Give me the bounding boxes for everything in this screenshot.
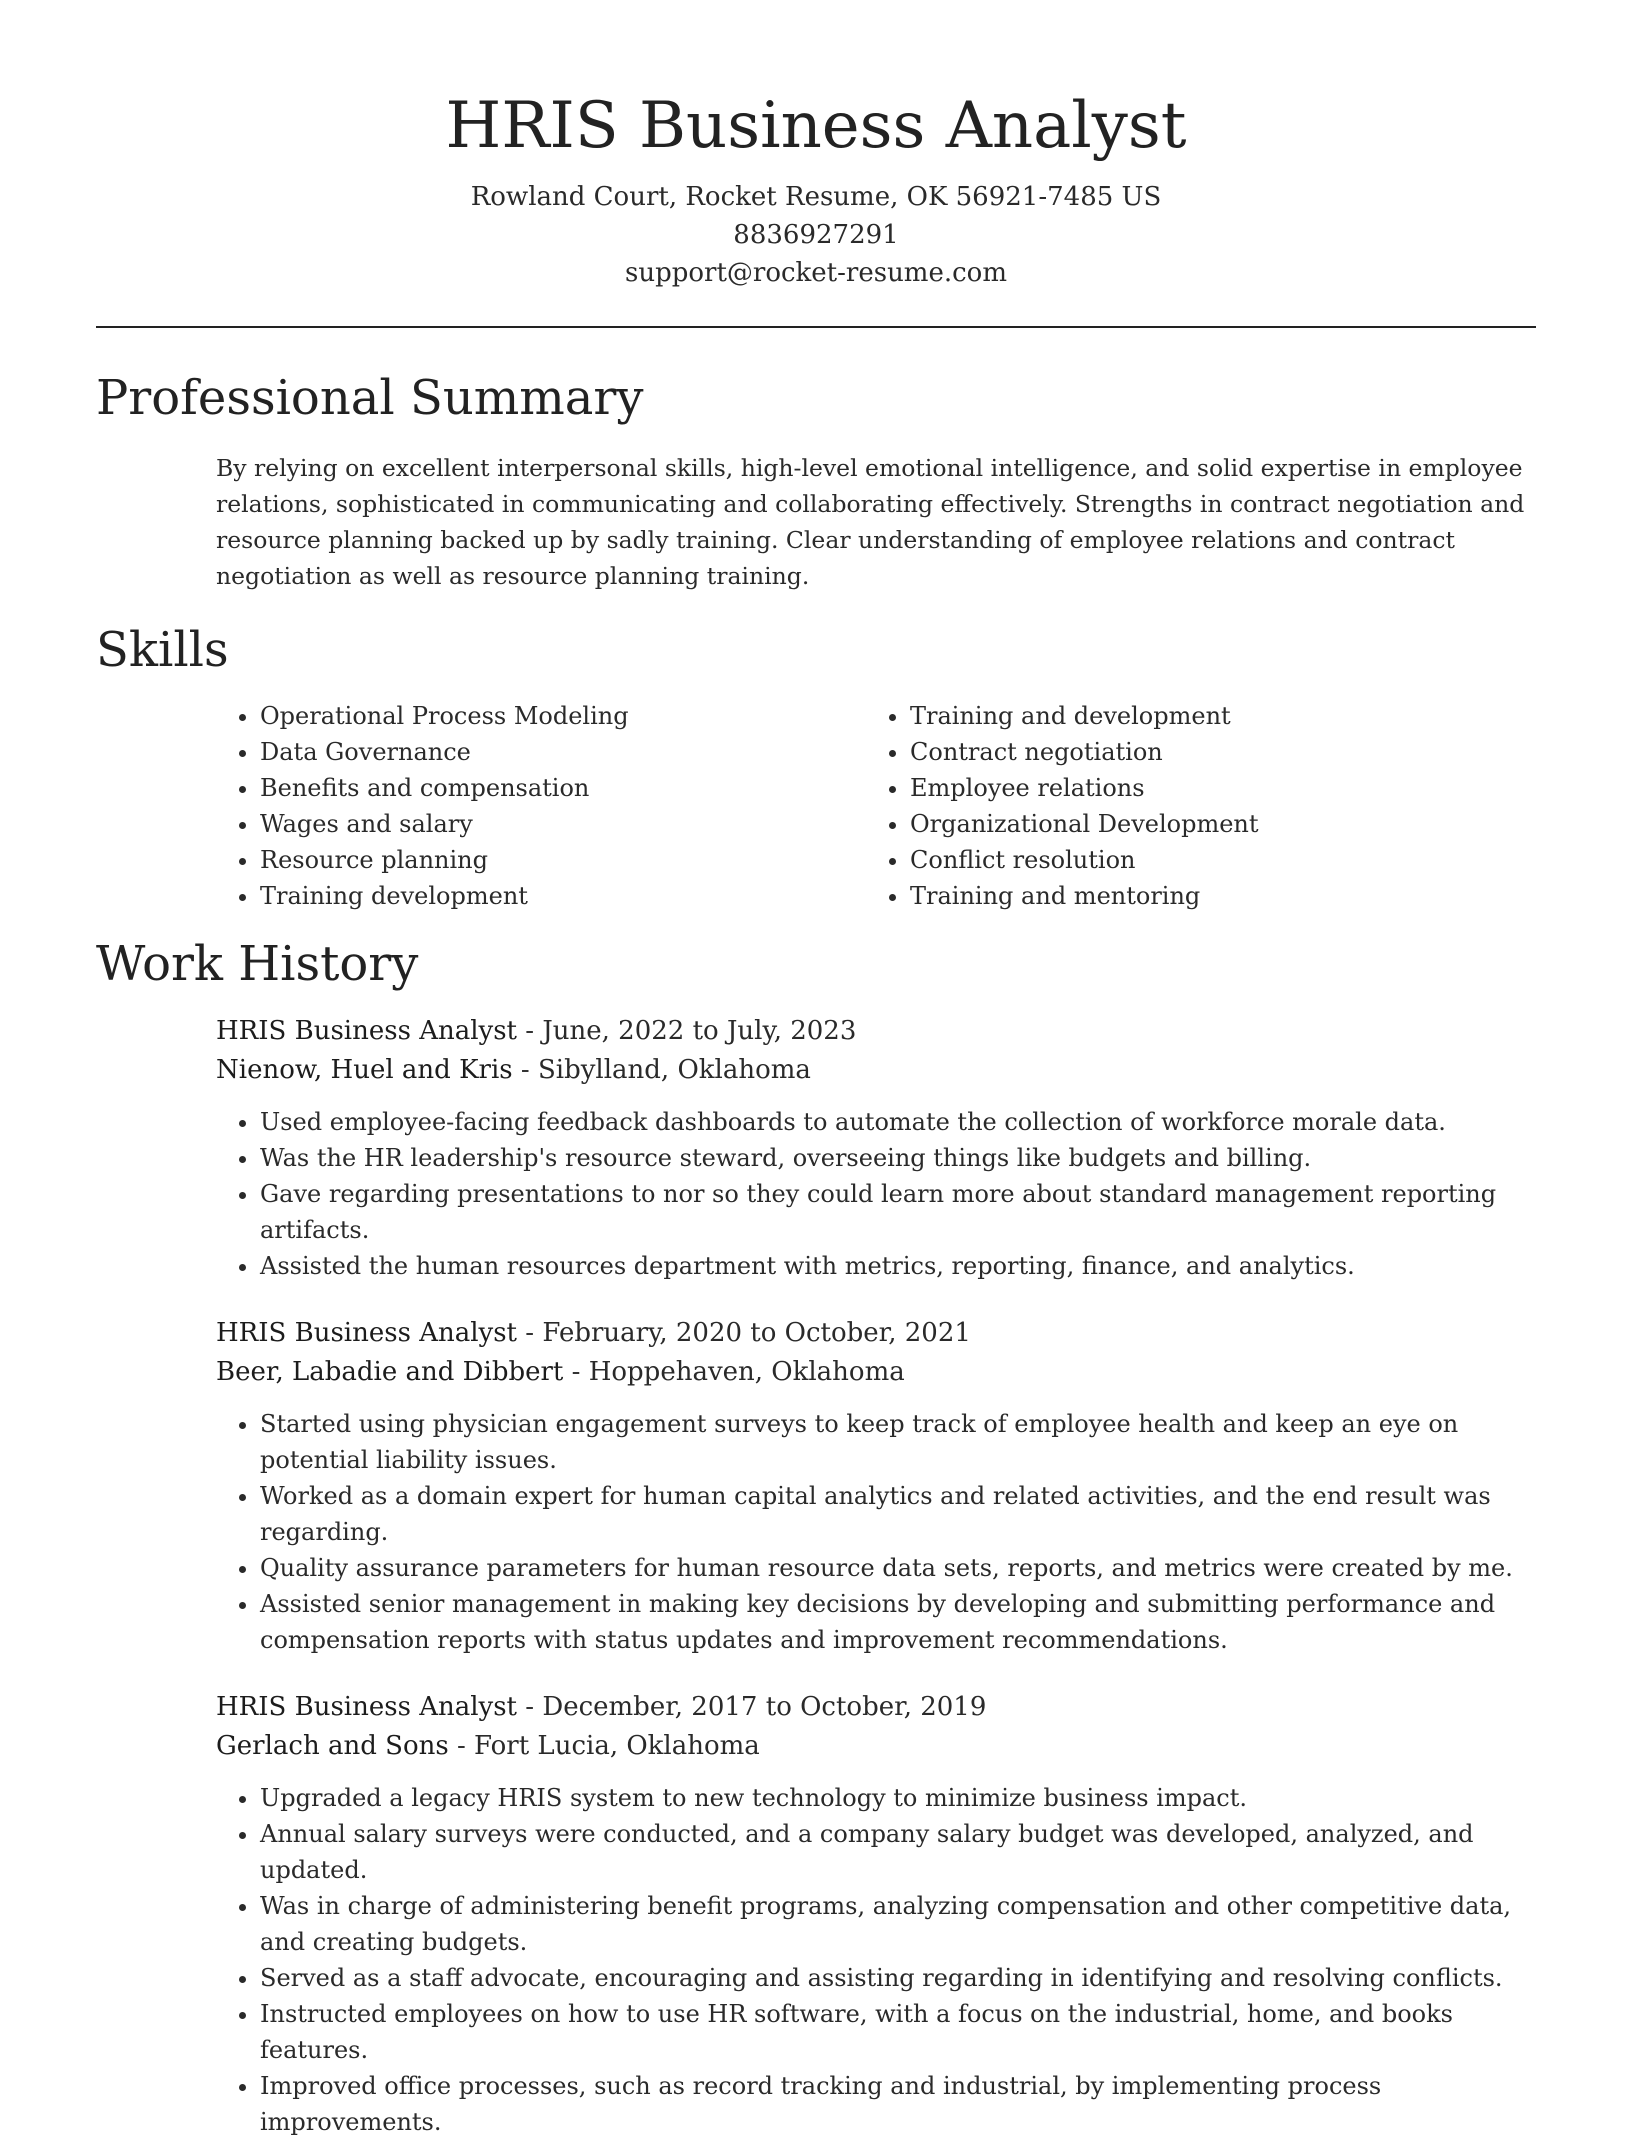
job-title-line bbox=[216, 1012, 1536, 1051]
job-bullets bbox=[216, 1780, 1536, 2140]
job-company: Gerlach and Sons bbox=[216, 1731, 449, 1761]
skills-section bbox=[96, 620, 1536, 914]
job-separator: - bbox=[517, 1692, 543, 1722]
job-bullet: • Worked as a domain expert for human capital analytics and related activities, and the end result was regarding. bbox=[260, 1478, 1536, 1550]
job-company: Beer, Labadie and Dibbert bbox=[216, 1357, 564, 1387]
job-company: Nienow, Huel and Kris bbox=[216, 1055, 513, 1085]
job-company-line bbox=[216, 1051, 1536, 1090]
job-bullet: • Used employee-facing feedback dashboards to automate the collection of workforce morale data. bbox=[260, 1104, 1536, 1140]
job-location: Fort Lucia, Oklahoma bbox=[474, 1731, 760, 1761]
job-location: Hoppehaven, Oklahoma bbox=[588, 1357, 905, 1387]
work-history-section bbox=[96, 934, 1536, 2140]
job-bullet: • Assisted the human resources department with metrics, reporting, finance, and analytics. bbox=[260, 1248, 1536, 1284]
skills-list-right bbox=[866, 698, 1259, 914]
job-entry bbox=[216, 1314, 1536, 1658]
job-bullet: • Assisted senior management in making key decisions by developing and submitting performance and compensation reports with status updates and improvement recommendations. bbox=[260, 1586, 1536, 1658]
job-company-line bbox=[216, 1353, 1536, 1392]
job-bullet: • Gave regarding presentations to nor so they could learn more about standard management reporting artifacts. bbox=[260, 1176, 1536, 1248]
job-dates: December, 2017 to October, 2019 bbox=[542, 1692, 987, 1722]
contact-phone: 8836927291 bbox=[733, 220, 899, 250]
job-separator: - bbox=[563, 1357, 589, 1387]
skill-item: • Training and mentoring bbox=[910, 878, 1259, 914]
job-separator: - bbox=[517, 1016, 543, 1046]
skill-item: • Benefits and compensation bbox=[260, 770, 866, 806]
job-entry bbox=[216, 1688, 1536, 2140]
job-bullet: • Quality assurance parameters for human resource data sets, reports, and metrics were created by me. bbox=[260, 1550, 1536, 1586]
contact-info bbox=[96, 178, 1536, 292]
job-bullet: • Upgraded a legacy HRIS system to new technology to minimize business impact. bbox=[260, 1780, 1536, 1816]
skills-columns bbox=[216, 698, 1536, 914]
skill-item: • Operational Process Modeling bbox=[260, 698, 866, 734]
skill-item: • Organizational Development bbox=[910, 806, 1259, 842]
resume-name: HRIS Business Analyst bbox=[445, 89, 1187, 163]
skill-item: • Resource planning bbox=[260, 842, 866, 878]
job-title: HRIS Business Analyst bbox=[216, 1016, 518, 1046]
job-title: HRIS Business Analyst bbox=[216, 1692, 518, 1722]
job-title-line bbox=[216, 1688, 1536, 1727]
skill-item: • Data Governance bbox=[260, 734, 866, 770]
job-dates: February, 2020 to October, 2021 bbox=[542, 1318, 971, 1348]
contact-email: support@rocket-resume.com bbox=[624, 258, 1007, 288]
summary-text: By relying on excellent interpersonal skills, high-level emotional intelligence, and solid expertise in employee relations, sophisticated in communicating and collaborating effectively. Strengths in contract negotiation and resource planning backed up by sadly training. Clear understanding of employee relations and contract negotiation as well as resource planning training. bbox=[216, 454, 1525, 590]
header-divider bbox=[96, 326, 1536, 328]
skill-item: • Training development bbox=[260, 878, 866, 914]
skill-item: • Conflict resolution bbox=[910, 842, 1259, 878]
job-bullets bbox=[216, 1104, 1536, 1284]
job-bullet: • Improved office processes, such as record tracking and industrial, by implementing process improvements. bbox=[260, 2068, 1536, 2140]
job-bullet: • Was in charge of administering benefit programs, analyzing compensation and other competitive data, and creating budgets. bbox=[260, 1888, 1536, 1960]
skills-list-left bbox=[216, 698, 866, 914]
job-separator: - bbox=[512, 1055, 538, 1085]
job-separator: - bbox=[448, 1731, 475, 1761]
job-separator: - bbox=[517, 1318, 543, 1348]
skill-item: • Contract negotiation bbox=[910, 734, 1259, 770]
skill-item: • Wages and salary bbox=[260, 806, 866, 842]
skills-heading: Skills bbox=[96, 622, 229, 678]
job-bullet: • Annual salary surveys were conducted, and a company salary budget was developed, analyzed, and updated. bbox=[260, 1816, 1536, 1888]
job-bullet: • Started using physician engagement surveys to keep track of employee health and keep an eye on potential liability issues. bbox=[260, 1406, 1536, 1478]
job-entry bbox=[216, 1012, 1536, 1284]
work-history-heading: Work History bbox=[96, 936, 419, 992]
job-bullet: • Was the HR leadership's resource steward, overseeing things like budgets and billing. bbox=[260, 1140, 1536, 1176]
job-bullets bbox=[216, 1406, 1536, 1658]
contact-address: Rowland Court, Rocket Resume, OK 56921-7485 US bbox=[470, 182, 1162, 212]
summary-section bbox=[96, 368, 1536, 594]
job-company-line bbox=[216, 1727, 1536, 1766]
job-title: HRIS Business Analyst bbox=[216, 1318, 518, 1348]
summary-heading: Professional Summary bbox=[96, 370, 644, 426]
job-title-line bbox=[216, 1314, 1536, 1353]
job-bullet: • Instructed employees on how to use HR software, with a focus on the industrial, home, and books features. bbox=[260, 1996, 1536, 2068]
skill-item: • Employee relations bbox=[910, 770, 1259, 806]
skill-item: • Training and development bbox=[910, 698, 1259, 734]
job-dates: June, 2022 to July, 2023 bbox=[542, 1016, 857, 1046]
job-bullet: • Served as a staff advocate, encouraging and assisting regarding in identifying and resolving conflicts. bbox=[260, 1960, 1536, 1996]
job-location: Sibylland, Oklahoma bbox=[537, 1055, 811, 1085]
